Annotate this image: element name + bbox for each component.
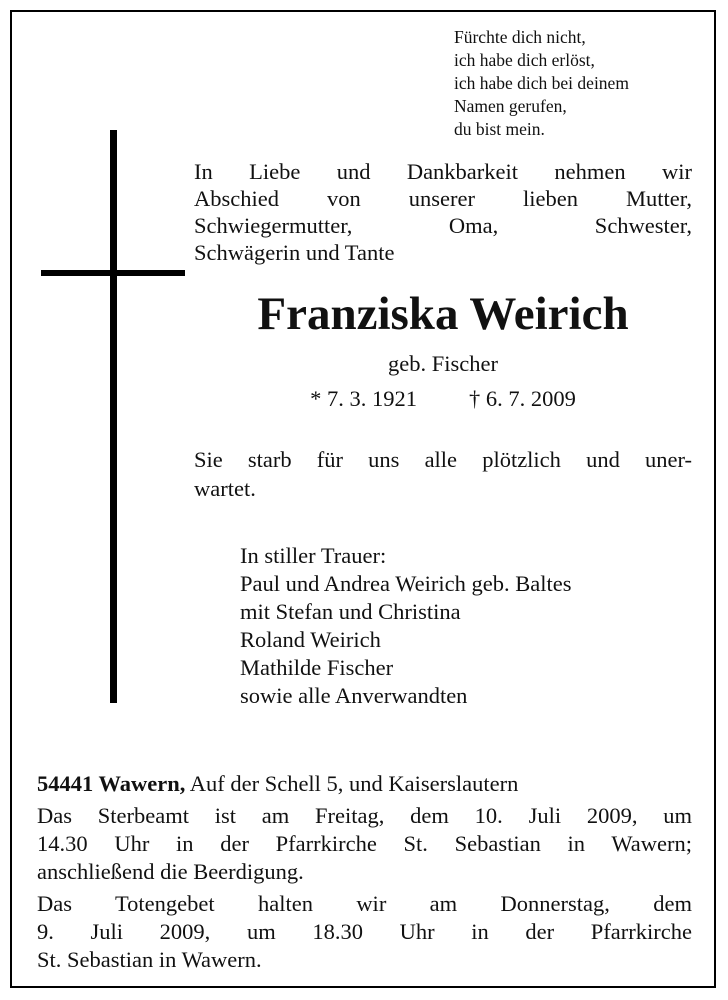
life-dates	[194, 385, 692, 412]
cross-icon-crossbar	[41, 270, 185, 276]
address-line	[37, 770, 692, 798]
verse-line: ich habe dich bei deinem	[454, 73, 629, 93]
prayer-line: St. Sebastian in Wawern.	[37, 947, 262, 972]
mourner-name: Roland Weirich	[240, 627, 381, 652]
intro-line: Abschied von unserer lieben Mutter,	[194, 186, 692, 211]
address-street: Auf der Schell 5, und Kaiserslautern	[185, 771, 519, 796]
intro-text	[194, 158, 692, 266]
obituary-notice	[10, 10, 716, 988]
funeral-line: Das Sterbeamt ist am Freitag, dem 10. Juli 2009, um	[37, 803, 692, 828]
deceased-name: Franziska Weirich	[257, 288, 629, 340]
intro-line: Schwägerin und Tante	[194, 240, 395, 265]
mourner-name: Mathilde Fischer	[240, 655, 394, 680]
funeral-info	[37, 802, 692, 886]
bible-verse	[454, 26, 694, 141]
intro-line: Schwiegermutter, Oma, Schwester,	[194, 213, 692, 238]
verse-line: du bist mein.	[454, 119, 545, 139]
note-line: Sie starb für uns alle plötzlich und uner-	[194, 447, 692, 472]
verse-line: Namen gerufen,	[454, 96, 567, 116]
funeral-line: anschließend die Beerdigung.	[37, 859, 304, 884]
birth-date: * 7. 3. 1921	[310, 386, 417, 411]
prayer-line: Das Totengebet halten wir am Donnerstag, dem	[37, 891, 692, 916]
mourner-name: Paul und Andrea Weirich geb. Baltes	[240, 571, 572, 596]
funeral-line: 14.30 Uhr in der Pfarrkirche St. Sebastian in Wawern;	[37, 831, 692, 856]
verse-line: Fürchte dich nicht,	[454, 27, 586, 47]
death-date: † 6. 7. 2009	[469, 386, 576, 411]
birth-name: geb. Fischer	[388, 351, 498, 376]
cross-icon	[110, 130, 117, 703]
intro-line: In Liebe und Dankbarkeit nehmen wir	[194, 159, 692, 184]
mourners-heading: In stiller Trauer:	[240, 543, 387, 568]
death-note	[194, 445, 692, 503]
prayer-info	[37, 890, 692, 974]
prayer-line: 9. Juli 2009, um 18.30 Uhr in der Pfarrkirche	[37, 919, 692, 944]
mourner-name: sowie alle Anverwandten	[240, 683, 468, 708]
verse-line: ich habe dich erlöst,	[454, 50, 595, 70]
mourners-block	[240, 542, 696, 710]
note-line: wartet.	[194, 476, 256, 501]
service-details	[37, 770, 692, 978]
address-city: 54441 Wawern,	[37, 771, 186, 796]
mourner-name: mit Stefan und Christina	[240, 599, 461, 624]
